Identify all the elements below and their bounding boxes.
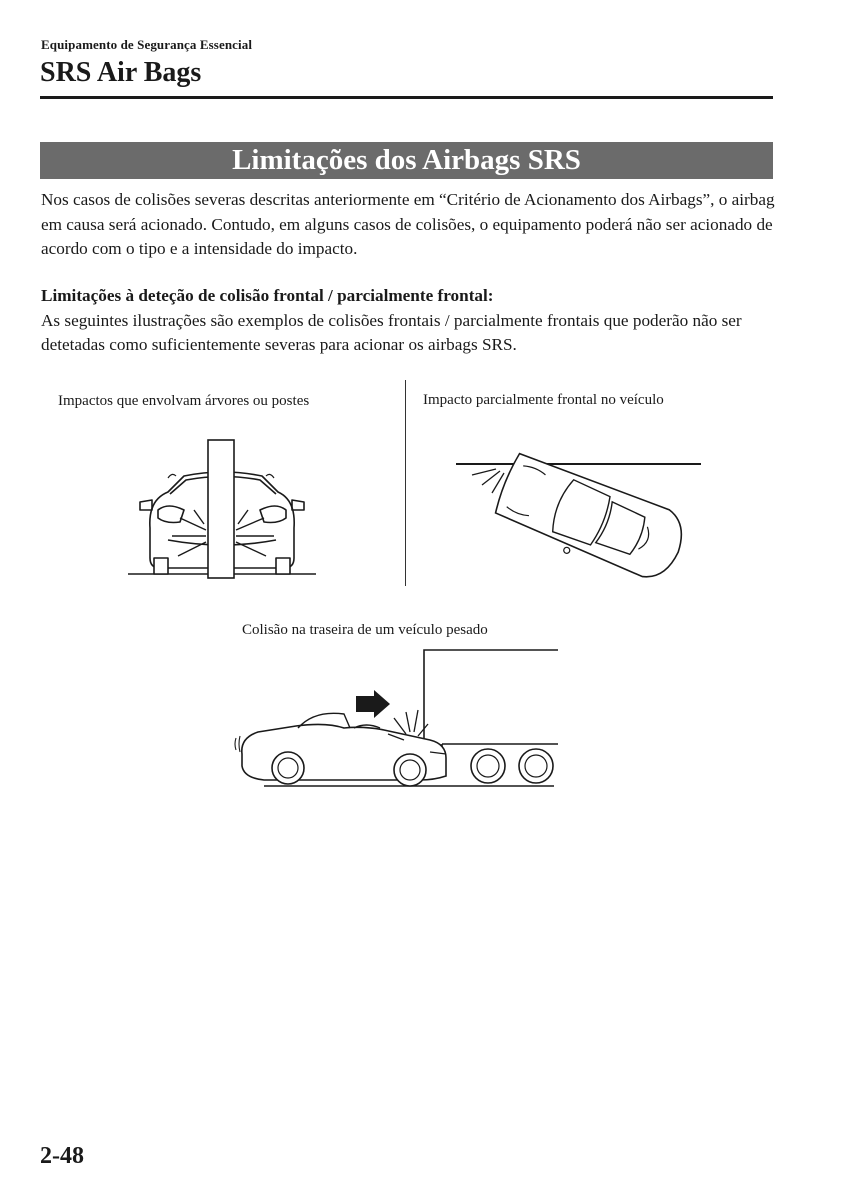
illustration-divider bbox=[405, 380, 406, 586]
section-banner: Limitações dos Airbags SRS bbox=[40, 142, 773, 179]
frontal-heading: Limitações à deteção de colisão frontal / parcialmente frontal: bbox=[41, 286, 494, 305]
underride-impact-illustration bbox=[234, 648, 564, 790]
page-title: SRS Air Bags bbox=[40, 57, 202, 88]
header-rule bbox=[40, 96, 773, 99]
caption-underride-impact: Colisão na traseira de um veículo pesado bbox=[242, 622, 488, 638]
caption-offset-impact: Impacto parcialmente frontal no veículo bbox=[423, 392, 664, 408]
caption-pole-impact: Impactos que envolvam árvores ou postes bbox=[58, 393, 310, 409]
frontal-paragraph: As seguintes ilustrações são exemplos de colisões frontais / parcialmente frontais que poderão não ser detetadas como suficientemente severas para acionar os airbags SRS. bbox=[41, 311, 742, 354]
offset-impact-illustration bbox=[456, 455, 706, 580]
section-kicker: Equipamento de Segurança Essencial bbox=[41, 37, 253, 52]
intro-paragraph: Nos casos de colisões severas descritas anteriormente em “Critério de Acionamento dos Airbags”, o airbag em causa será acionado. Contudo, em alguns casos de colisões, o equipamento poderá não ser acionado de acordo com o tipo e a intensidade do impacto. bbox=[41, 190, 775, 258]
pole-impact-illustration bbox=[128, 440, 318, 585]
page-number: 2-48 bbox=[40, 1143, 84, 1169]
